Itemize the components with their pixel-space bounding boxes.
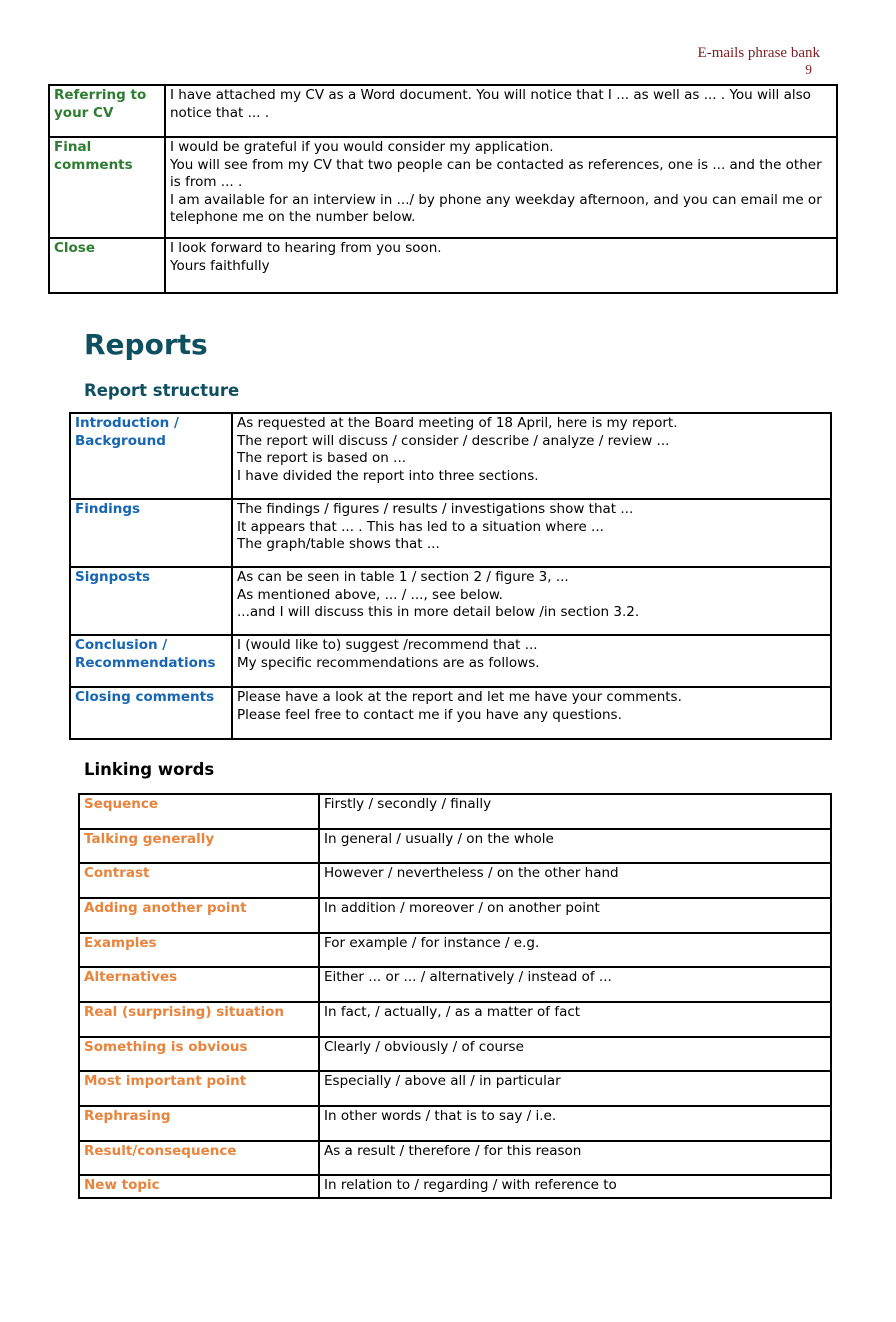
linking-row-value: Especially / above all / in particular bbox=[319, 1071, 831, 1106]
phrase-line: I am available for an interview in .../ by phone any weekday afternoon, and you can email me or telephone me on the number below. bbox=[170, 191, 822, 226]
report-row-phrases bbox=[232, 499, 831, 567]
table-row bbox=[79, 794, 831, 829]
table-row bbox=[79, 1175, 831, 1198]
linking-row-value: In fact, / actually, / as a matter of fact bbox=[319, 1002, 831, 1037]
table-row bbox=[79, 1106, 831, 1141]
linking-row-value: As a result / therefore / for this reason bbox=[319, 1141, 831, 1175]
reports-heading: Reports bbox=[84, 328, 208, 362]
phrase-line: I have attached my CV as a Word document. You will notice that I ... as well as ... . You will also notice that ... . bbox=[170, 87, 811, 121]
cv-row-phrases bbox=[165, 85, 837, 137]
table-row bbox=[79, 933, 831, 967]
phrase-line: Please have a look at the report and let me have your comments. bbox=[237, 689, 682, 706]
linking-row-value: Firstly / secondly / finally bbox=[319, 794, 831, 829]
phrase-line: I have divided the report into three sections. bbox=[237, 467, 539, 484]
linking-row-label: New topic bbox=[79, 1175, 319, 1198]
table-row bbox=[49, 137, 837, 238]
phrase-line: ...and I will discuss this in more detail below /in section 3.2. bbox=[237, 604, 640, 621]
report-row-label: Signposts bbox=[70, 567, 232, 635]
table-row bbox=[79, 863, 831, 898]
header-title: E-mails phrase bank bbox=[697, 45, 820, 61]
report-structure-heading: Report structure bbox=[84, 381, 240, 401]
table-row bbox=[49, 85, 837, 137]
linking-row-label: Real (surprising) situation bbox=[79, 1002, 319, 1037]
table-row bbox=[79, 1141, 831, 1175]
cv-row-label: Referring to your CV bbox=[49, 85, 165, 137]
report-row-label: Findings bbox=[70, 499, 232, 567]
phrase-line: As mentioned above, ... / ..., see below. bbox=[237, 586, 503, 603]
phrase-line: I (would like to) suggest /recommend that ... bbox=[237, 637, 538, 654]
table-row bbox=[70, 499, 831, 567]
table-row bbox=[70, 413, 831, 499]
report-row-label: Introduction / Background bbox=[70, 413, 232, 499]
linking-row-value: However / nevertheless / on the other hand bbox=[319, 863, 831, 898]
table-row bbox=[70, 567, 831, 635]
linking-row-label: Result/consequence bbox=[79, 1141, 319, 1175]
table-row bbox=[79, 1002, 831, 1037]
linking-row-label: Rephrasing bbox=[79, 1106, 319, 1141]
table-row bbox=[70, 635, 831, 687]
report-row-label: Closing comments bbox=[70, 687, 232, 739]
phrase-line: The report will discuss / consider / describe / analyze / review ... bbox=[237, 432, 670, 449]
linking-row-label: Most important point bbox=[79, 1071, 319, 1106]
table-row bbox=[79, 1071, 831, 1106]
phrase-line: Please feel free to contact me if you have any questions. bbox=[237, 706, 622, 723]
phrase-line: The report is based on ... bbox=[237, 450, 407, 467]
phrase-line: I would be grateful if you would consider my application. bbox=[170, 139, 554, 156]
phrase-line: The graph/table shows that ... bbox=[237, 536, 440, 553]
phrase-line: I look forward to hearing from you soon. bbox=[170, 240, 442, 257]
phrase-line: You will see from my CV that two people can be contacted as references, one is ... and the other is from ... . bbox=[170, 156, 822, 191]
phrase-line: The findings / figures / results / investigations show that ... bbox=[237, 501, 634, 518]
linking-row-label: Adding another point bbox=[79, 898, 319, 933]
linking-row-label: Talking generally bbox=[79, 829, 319, 863]
table-row bbox=[70, 687, 831, 739]
report-row-phrases bbox=[232, 687, 831, 739]
report-row-label: Conclusion / Recommendations bbox=[70, 635, 232, 687]
page-number: 9 bbox=[805, 62, 812, 77]
linking-row-label: Examples bbox=[79, 933, 319, 967]
linking-row-label: Alternatives bbox=[79, 967, 319, 1002]
phrase-line: It appears that ... . This has led to a situation where ... bbox=[237, 518, 604, 535]
table-row bbox=[79, 898, 831, 933]
table-row bbox=[79, 829, 831, 863]
report-row-phrases bbox=[232, 567, 831, 635]
table-row bbox=[79, 1037, 831, 1071]
linking-row-value: In general / usually / on the whole bbox=[319, 829, 831, 863]
phrase-line: As can be seen in table 1 / section 2 / figure 3, ... bbox=[237, 569, 569, 586]
linking-row-label: Something is obvious bbox=[79, 1037, 319, 1071]
linking-row-value: In addition / moreover / on another point bbox=[319, 898, 831, 933]
phrase-line: Yours faithfully bbox=[170, 257, 270, 274]
linking-words-table bbox=[78, 793, 832, 1199]
phrase-line: As requested at the Board meeting of 18 April, here is my report. bbox=[237, 415, 678, 432]
report-row-phrases bbox=[232, 413, 831, 499]
linking-row-value: Either ... or ... / alternatively / instead of ... bbox=[319, 967, 831, 1002]
report-row-phrases bbox=[232, 635, 831, 687]
table-row bbox=[79, 967, 831, 1002]
phrase-line: My specific recommendations are as follows. bbox=[237, 654, 540, 671]
cv-row-label: Close bbox=[49, 238, 165, 293]
page-header bbox=[0, 44, 820, 78]
table-row bbox=[49, 238, 837, 293]
linking-row-value: In other words / that is to say / i.e. bbox=[319, 1106, 831, 1141]
report-structure-table bbox=[69, 412, 832, 740]
cv-row-label: Final comments bbox=[49, 137, 165, 238]
cv-row-phrases bbox=[165, 238, 837, 293]
linking-row-value: For example / for instance / e.g. bbox=[319, 933, 831, 967]
linking-row-label: Sequence bbox=[79, 794, 319, 829]
linking-words-heading: Linking words bbox=[84, 760, 215, 780]
linking-row-value: Clearly / obviously / of course bbox=[319, 1037, 831, 1071]
linking-row-label: Contrast bbox=[79, 863, 319, 898]
cv-row-phrases bbox=[165, 137, 837, 238]
cv-phrases-table bbox=[48, 84, 838, 294]
linking-row-value: In relation to / regarding / with reference to bbox=[319, 1175, 831, 1198]
